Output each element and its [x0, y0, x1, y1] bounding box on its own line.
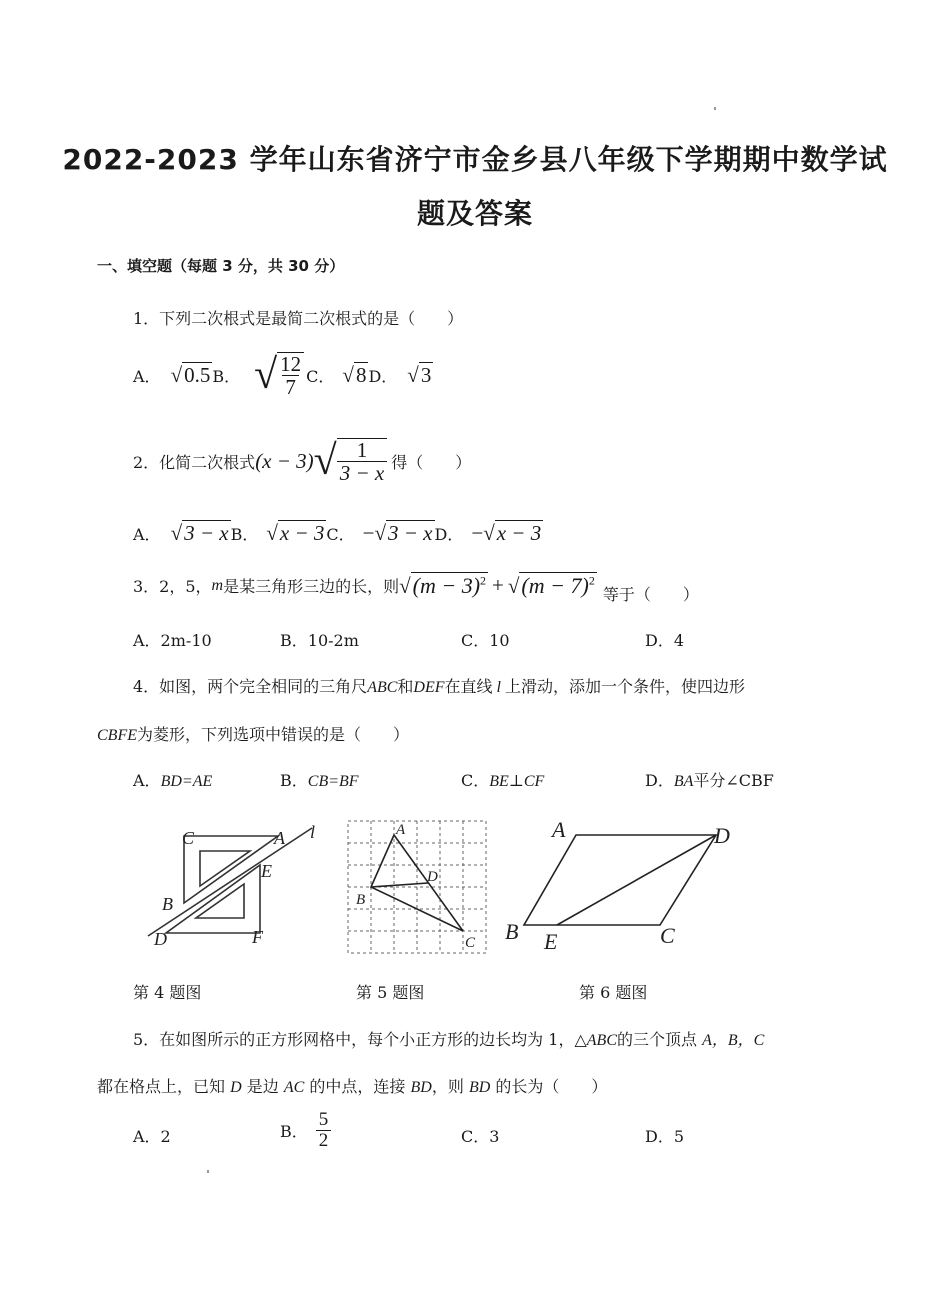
fig4-label-e: E [261, 861, 272, 881]
figure-6-labels [505, 817, 730, 954]
q2-a-label: A． [133, 524, 161, 544]
fig6-label-c: C [660, 923, 675, 948]
triangle-def-outer [166, 865, 260, 933]
q3-stem-pre: 3．2，5， [133, 577, 212, 596]
q1-d-label: D． [368, 366, 398, 386]
line-l [148, 828, 312, 936]
q2-stem-pre: 2．化简二次根式 [133, 452, 256, 472]
fig4-label-b: B [162, 894, 173, 914]
section-heading: 一、填空题（每题 3 分，共 30 分） [97, 257, 345, 275]
q2-d-radical: √x − 3 [483, 521, 542, 545]
q4-option-a: A．BD=AE [133, 771, 213, 790]
q3-option-d: D．4 [645, 631, 685, 650]
figure-5-triangle [371, 835, 463, 931]
q3-radical-2: $√(m - 7)^2$ [507, 573, 595, 598]
page-title-cont: 题及答案 [416, 197, 533, 230]
fig6-label-b: B [505, 919, 519, 944]
q5-option-b: B． $\frac{5}{2}$ [280, 1110, 331, 1151]
q3-option-c: C．10 [461, 631, 510, 650]
fig6-label-a: A [552, 817, 566, 842]
q2-options [133, 520, 543, 546]
q2-b-radical: √x − 3 [266, 521, 325, 545]
q3-stem-post: 等于（ ） [602, 585, 699, 604]
q5-option-c: C．3 [461, 1127, 500, 1146]
q2-radical: √ $\frac{1}{3 - x}$ [314, 438, 388, 484]
figure-4-labels [153, 822, 315, 949]
q1-c-label: C． [306, 366, 335, 386]
caption-figure-5: 第 5 题图 [356, 983, 425, 1002]
figure-4 [140, 818, 340, 953]
triangle-abc-inner [200, 851, 250, 886]
q4-stem-line2: CBFE为菱形，下列选项中错误的是（ ） [97, 725, 410, 744]
q4-option-c: C．BE⊥CF [461, 771, 545, 790]
fig4-label-f: F [252, 927, 263, 947]
q2-c-label: C． [326, 524, 355, 544]
q1-stem: 1．下列二次根式是最简二次根式的是（ ） [133, 309, 464, 328]
fig5-label-d: D [427, 869, 438, 885]
q2-stem-post: 得（ ） [391, 452, 472, 472]
page-title: 2022-2023 学年山东省济宁市金乡县八年级下学期期中数学试 [62, 143, 888, 176]
q2-stem [133, 438, 471, 484]
q3-stem-mid: 是某三角形三边的长，则 [223, 577, 400, 596]
figure-6 [500, 815, 745, 960]
figure-6-shape [524, 835, 716, 925]
q4-option-d: D．BA平分∠CBF [645, 771, 774, 790]
fig6-label-d: D [714, 823, 730, 848]
q1-b-label: B． [212, 366, 241, 386]
q1-c-radical: √8 [342, 363, 367, 388]
q3-plus: + [492, 573, 504, 597]
q3-m: m [211, 576, 224, 594]
q3-radical-1: $√(m - 3)^2$ [399, 573, 487, 598]
q5-option-d: D．5 [645, 1127, 685, 1146]
fig6-label-e: E [544, 929, 558, 954]
q2-a-radical: √3 − x [170, 521, 229, 545]
q5-option-a: A．2 [133, 1127, 171, 1146]
q3-stem [133, 572, 699, 604]
q1-a-label: A． [133, 366, 161, 386]
q3-option-a: A．2m-10 [133, 631, 212, 650]
q1-a-radical: √0.5 [170, 363, 211, 388]
figure-5 [340, 815, 500, 960]
scan-mark-top [714, 107, 716, 110]
q2-d-neg: − [471, 520, 484, 545]
parallelogram-abcd [524, 835, 716, 925]
fig5-label-b: B [356, 892, 366, 908]
figure-5-grid [348, 821, 486, 953]
figure-4-shapes [148, 828, 312, 936]
q5-stem-line2: 都在格点上，已知 D 是边 AC 的中点，连接 BD，则 BD 的长为（ ） [97, 1077, 608, 1096]
q4-stem-line1: 4．如图，两个完全相同的三角尺ABC和DEF在直线 l 上滑动，添加一个条件，使四边形 [133, 677, 746, 696]
fig4-label-l: l [310, 822, 316, 842]
q5-stem-line1: 5．在如图所示的正方形网格中，每个小正方形的边长均为 1，△ABC的三个顶点 A，B，C [133, 1030, 765, 1049]
q2-c-radical: √3 − x [374, 521, 433, 545]
fig5-label-c: C [465, 935, 476, 951]
q2-c-neg: − [362, 520, 375, 545]
q1-b-radical: √ $\frac{12}{7}$ [254, 352, 304, 398]
fig4-label-c: C [182, 828, 195, 848]
fig4-label-d: D [154, 929, 167, 949]
q1-d-radical: √3 [407, 363, 432, 388]
scan-mark-bottom [207, 1170, 209, 1173]
fig4-label-a: A [274, 828, 285, 848]
q3-option-b: B．10-2m [280, 631, 359, 650]
q2-expr: (x − 3) [255, 448, 314, 473]
q4-option-b: B．CB=BF [280, 771, 359, 790]
caption-figure-4: 第 4 题图 [133, 983, 202, 1002]
q2-d-label: D． [434, 524, 464, 544]
q2-b-label: B． [230, 524, 259, 544]
fig5-label-a: A [396, 822, 406, 838]
q1-options [133, 352, 433, 398]
segment-de [557, 835, 716, 925]
caption-figure-6: 第 6 题图 [579, 983, 648, 1002]
